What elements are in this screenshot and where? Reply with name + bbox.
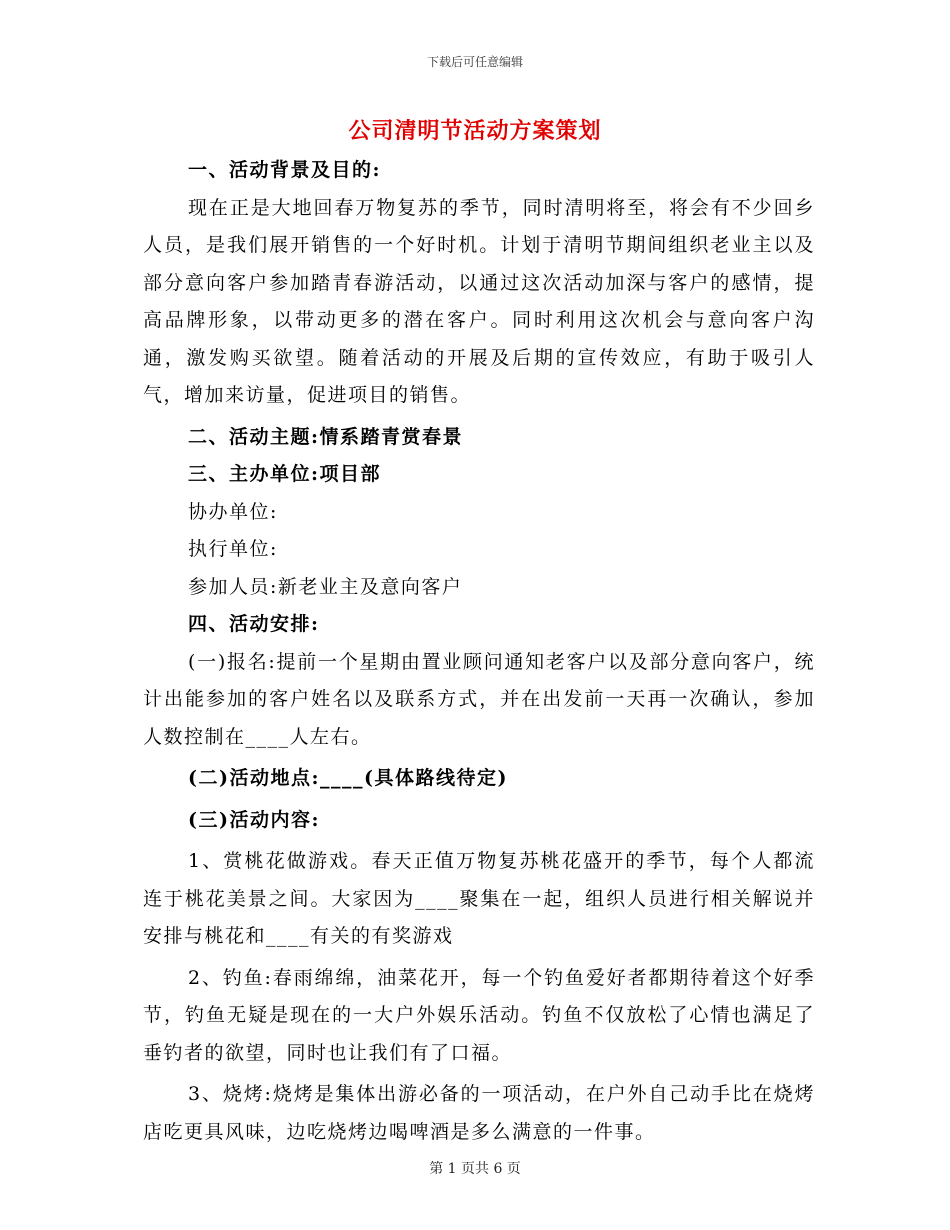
registration-paragraph: (一)报名:提前一个星期由置业顾问通知老客户以及部分意向客户，统计出能参加的客户姓名以及联系方式，并在出发前一天再一次确认，参加人数控制在____人左右。 xyxy=(143,650,815,748)
activity-peach-blossom: 1、赏桃花做游戏。春天正值万物复苏桃花盛开的季节，每个人都流连于桃花美景之间。大家因为____聚集在一起，组织人员进行相关解说并安排与桃花和____有关的有奖游戏 xyxy=(143,850,815,947)
section-heading-organizer: 三、主办单位:项目部 xyxy=(188,463,382,485)
header-note: 下载后可任意编辑 xyxy=(426,55,523,69)
executor-line: 执行单位: xyxy=(188,538,278,560)
activity-content-heading: (三)活动内容: xyxy=(188,808,320,831)
section-body-background: 现在正是大地回春万物复苏的季节，同时清明将至，将会有不少回乡人员，是我们展开销售的一个好时机。计划于清明节期间组织老业主以及部分意向客户参加踏青春游活动，以通过这次活动加深与客户的感情，提高品牌形象，以带动更多的潜在客户。同时利用这次机会与意向客户沟通，激发购买欲望。随着活动的开展及后期的宣传效应，有助于吸引人气，增加来访量，促进项目的销售。 xyxy=(143,196,815,406)
section-heading-arrangement: 四、活动安排: xyxy=(188,613,320,635)
page-title: 公司清明节活动方案策划 xyxy=(348,118,602,144)
location-line: (二)活动地点:____(具体路线待定) xyxy=(188,767,508,789)
document-body xyxy=(143,152,815,1151)
participants-line: 参加人员:新老业主及意向客户 xyxy=(188,575,463,598)
section-heading-background: 一、活动背景及目的: xyxy=(188,159,382,181)
co-organizer-line: 协办单位: xyxy=(188,500,278,523)
activity-barbecue: 3、烧烤:烧烤是集体出游必备的一项活动，在户外自己动手比在烧烤店吃更具风味，边吃烧烤边喝啤酒是多么满意的一件事。 xyxy=(143,1083,815,1143)
activity-fishing: 2、钓鱼:春雨绵绵，油菜花开，每一个钓鱼爱好者都期待着这个好季节，钓鱼无疑是现在的一大户外娱乐活动。钓鱼不仅放松了心情也满足了垂钓者的欲望，同时也让我们有了口福。 xyxy=(143,966,815,1064)
section-heading-theme: 二、活动主题:情系踏青赏春景 xyxy=(188,425,464,448)
page-footer: 第 1 页共 6 页 xyxy=(429,1161,521,1177)
